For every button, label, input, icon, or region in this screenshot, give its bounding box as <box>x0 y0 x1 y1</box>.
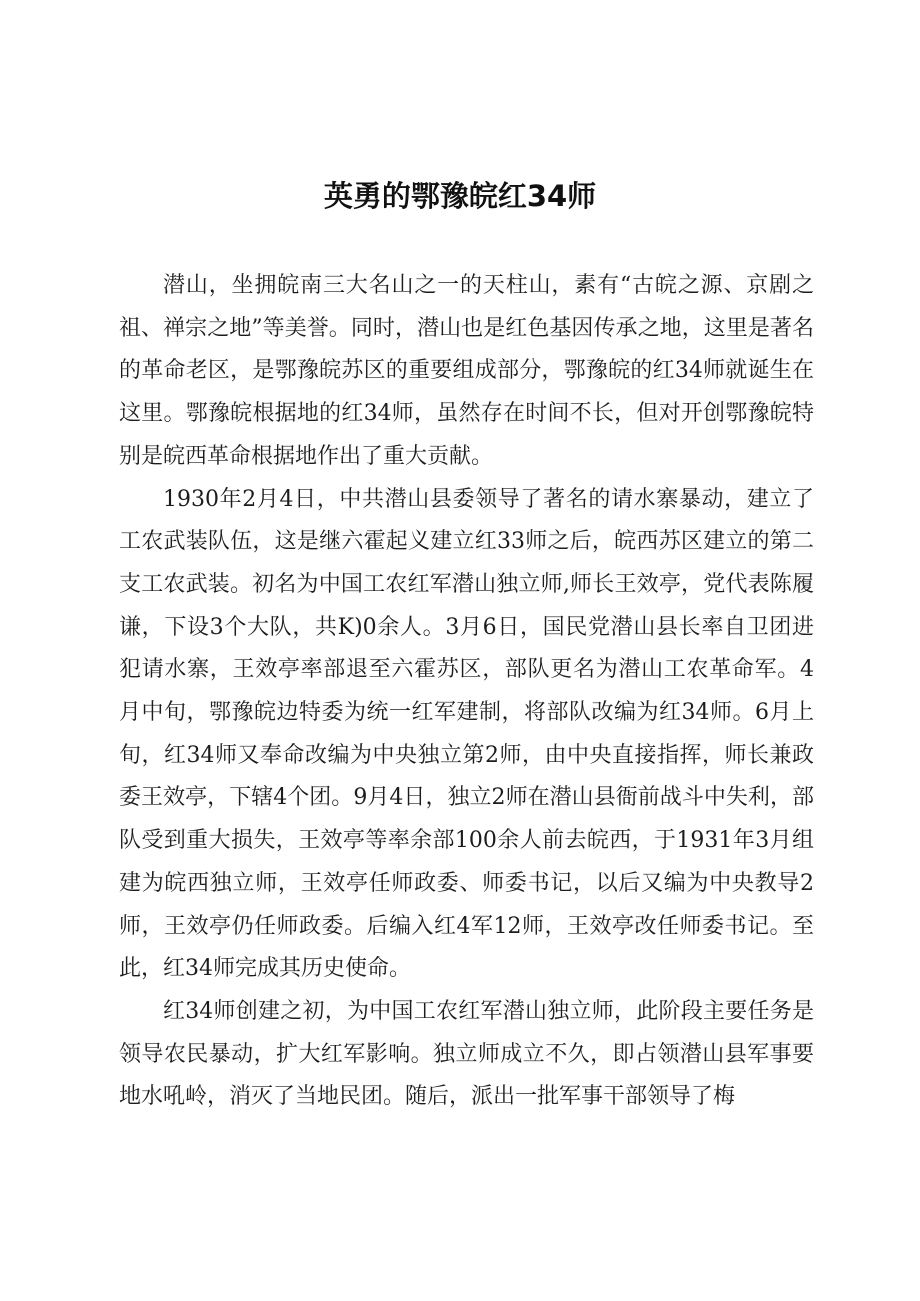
paragraph-intro: 潜山，坐拥皖南三大名山之一的天柱山，素有“古皖之源、京剧之祖、禅宗之地”等美誉。同时，潜山也是红色基因传承之地，这里是著名的革命老区，是鄂豫皖苏区的重要组成部分，鄂豫皖的红34师就诞生在这里。鄂豫皖根据地的红34师，虽然存在时间不长，但对开创鄂豫皖特别是皖西革命根据地作出了重大贡献。 <box>119 273 814 469</box>
document-body <box>119 265 814 1119</box>
paragraph-history: 1930年2月4日，中共潜山县委领导了著名的请水寨暴动，建立了工农武装队伍，这是继六霍起义建立红33师之后，皖西苏区建立的第二支工农武装。初名为中国工农红军潜山独立师,师长王效亭，党代表陈履谦，下设3个大队，共K)0余人。3月6日，国民党潜山县长率自卫团进犯请水寨，王效亭率部退至六霍苏区，部队更名为潜山工农革命军。4月中旬，鄂豫皖边特委为统一红军建制，将部队改编为红34师。6月上旬，红34师又奉命改编为中央独立第2师，由中央直接指挥，师长兼政委王效亭，下辖4个团。9月4日，独立2师在潜山县衙前战斗中失利，部队受到重大损失，王效亭等率余部100余人前去皖西，于1931年3月组建为皖西独立师，王效亭任师政委、师委书记，以后又编为中央教导2师，王效亭仍任师政委。后编入红4军12师，王效亭改任师委书记。至此，红34师完成其历史使命。 <box>119 486 814 982</box>
document-title: 英勇的鄂豫皖红34师 <box>323 179 597 213</box>
paragraph-founding: 红34师创建之初，为中国工农红军潜山独立师，此阶段主要任务是领导农民暴动，扩大红军影响。独立师成立不久，即占领潜山县军事要地水吼岭，消灭了当地民团。随后，派出一批军事干部领导了梅 <box>119 998 814 1110</box>
